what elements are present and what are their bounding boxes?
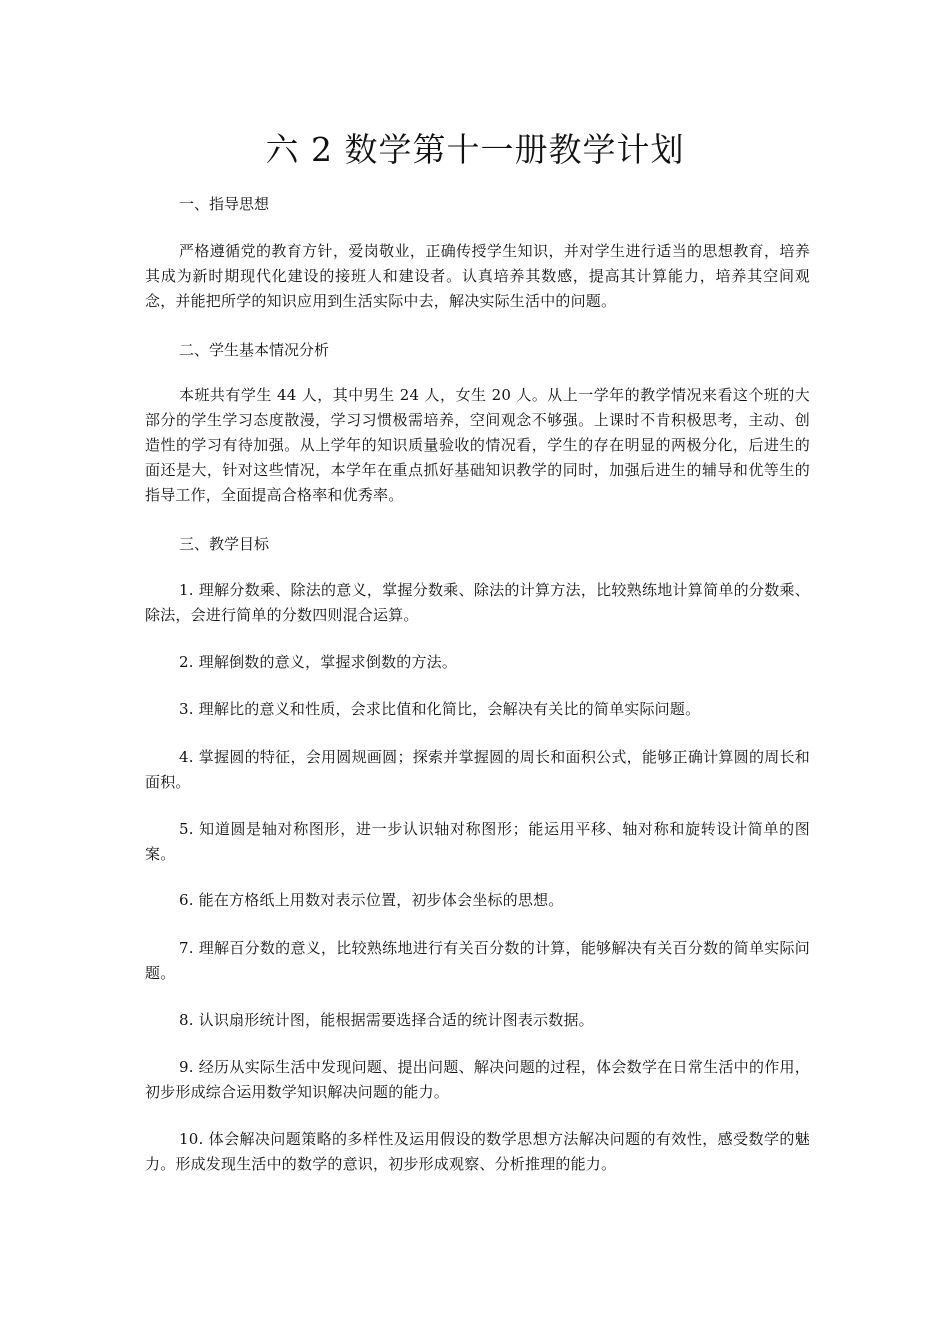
goal-item-5: 5. 知道圆是轴对称图形，进一步认识轴对称图形；能运用平移、轴对称和旋转设计简单的图案。 — [145, 820, 810, 863]
goal-item-3: 3. 理解比的意义和性质，会求比值和化简比，会解决有关比的简单实际问题。 — [179, 700, 701, 718]
goal-item-2: 2. 理解倒数的意义，掌握求倒数的方法。 — [179, 653, 458, 671]
goal-item-4: 4. 掌握圆的特征，会用圆规画圆；探索并掌握圆的周长和面积公式，能够正确计算圆的周长和面积。 — [145, 748, 810, 791]
goal-item-9: 9. 经历从实际生活中发现问题、提出问题、解决问题的过程，体会数学在日常生活中的作用，初步形成综合运用数学知识解决问题的能力。 — [145, 1058, 810, 1101]
goal-item-6: 6. 能在方格纸上用数对表示位置，初步体会坐标的思想。 — [179, 891, 564, 909]
page-title: 六 2 数学第十一册教学计划 — [265, 130, 685, 169]
goal-item-1: 1. 理解分数乘、除法的意义，掌握分数乘、除法的计算方法，比较熟练地计算简单的分数乘、除法，会进行简单的分数四则混合运算。 — [145, 581, 810, 624]
goal-item-10: 10. 体会解决问题策略的多样性及运用假设的数学思想方法解决问题的有效性，感受数学的魅力。形成发现生活中的数学的意识，初步形成观察、分析推理的能力。 — [145, 1130, 810, 1173]
goal-item-7: 7. 理解百分数的意义，比较熟练地进行有关百分数的计算，能够解决有关百分数的简单实际问题。 — [145, 939, 810, 982]
section-heading-teaching-goals: 三、教学目标 — [179, 535, 270, 553]
section-heading-student-analysis: 二、学生基本情况分析 — [179, 341, 330, 359]
paragraph-student-analysis: 本班共有学生 44 人，其中男生 24 人，女生 20 人。从上一学年的教学情况来看这个班的大部分的学生学习态度散漫，学习习惯极需培养，空间观念不够强。上课时不肯积极思考，主动、创造性的学习有待加强。从上学年的知识质量验收的情况看，学生的存在明显的两极分化，后进生的面还是大，针对这些情况，本学年在重点抓好基础知识教学的同时，加强后进生的辅导和优等生的指导工作，全面提高合格率和优秀率。 — [145, 386, 810, 504]
paragraph-guiding-thought: 严格遵循党的教育方针，爱岗敬业，正确传授学生知识，并对学生进行适当的思想教育，培养其成为新时期现代化建设的接班人和建设者。认真培养其数感，提高其计算能力，培养其空间观念，并能把所学的知识应用到生活实际中去，解决实际生活中的问题。 — [145, 242, 810, 310]
goal-item-8: 8. 认识扇形统计图，能根据需要选择合适的统计图表示数据。 — [179, 1011, 594, 1029]
section-heading-guiding-thought: 一、指导思想 — [179, 195, 270, 213]
